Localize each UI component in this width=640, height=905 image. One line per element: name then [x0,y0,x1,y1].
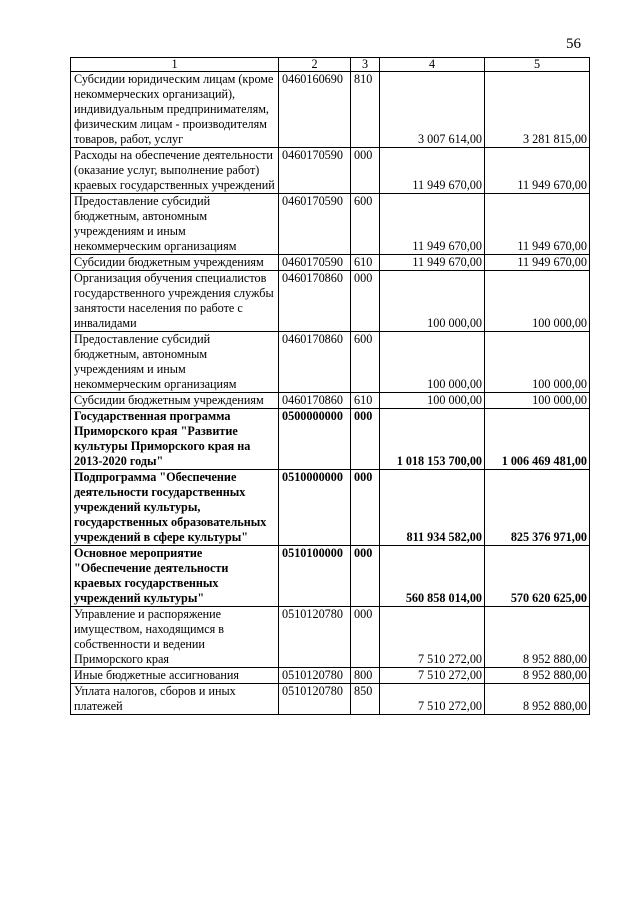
row-value-cell: 100 000,00 [485,271,590,332]
row-value-cell: 3 007 614,00 [380,72,485,148]
row-value-cell: 8 952 880,00 [485,607,590,668]
row-type-cell: 610 [351,393,380,409]
row-code-cell: 0460170860 [279,271,351,332]
row-name-cell: Субсидии бюджетным учреждениям [71,393,279,409]
row-value-cell: 8 952 880,00 [485,668,590,684]
table-row [71,271,590,332]
row-value-cell: 3 281 815,00 [485,72,590,148]
row-value-cell: 570 620 625,00 [485,546,590,607]
column-header: 1 [71,58,279,72]
row-name-cell: Организация обучения специалистов государственного учреждения службы занятости населения по работе с инвалидами [71,271,279,332]
row-type-cell: 800 [351,668,380,684]
table-row [71,148,590,194]
row-name-cell: Подпрограмма "Обеспечение деятельности государственных учреждений культуры, государственных образовательных учреждений в сфере культуры" [71,470,279,546]
header-row [71,58,590,72]
row-name-cell: Иные бюджетные ассигнования [71,668,279,684]
row-name-cell: Предоставление субсидий бюджетным, автономным учреждениям и иным некоммерческим организациям [71,332,279,393]
row-code-cell: 0460170590 [279,148,351,194]
row-code-cell: 0510000000 [279,470,351,546]
row-value-cell: 100 000,00 [380,271,485,332]
table-row [71,255,590,271]
table-row [71,470,590,546]
row-type-cell: 000 [351,470,380,546]
row-value-cell: 811 934 582,00 [380,470,485,546]
table-row [71,332,590,393]
page-number: 56 [566,36,581,52]
row-code-cell: 0460170590 [279,255,351,271]
row-value-cell: 1 018 153 700,00 [380,409,485,470]
row-name-cell: Уплата налогов, сборов и иных платежей [71,684,279,715]
row-value-cell: 100 000,00 [380,393,485,409]
row-type-cell: 600 [351,194,380,255]
table-row [71,546,590,607]
table-body [71,72,590,715]
row-type-cell: 000 [351,409,380,470]
column-header: 2 [279,58,351,72]
row-name-cell: Расходы на обеспечение деятельности (оказание услуг, выполнение работ) краевых государственных учреждений [71,148,279,194]
row-value-cell: 560 858 014,00 [380,546,485,607]
table-row [71,393,590,409]
row-value-cell: 11 949 670,00 [485,255,590,271]
row-code-cell: 0510120780 [279,668,351,684]
row-type-cell: 610 [351,255,380,271]
row-value-cell: 1 006 469 481,00 [485,409,590,470]
table-row [71,409,590,470]
row-value-cell: 11 949 670,00 [380,255,485,271]
row-name-cell: Предоставление субсидий бюджетным, автономным учреждениям и иным некоммерческим организациям [71,194,279,255]
row-value-cell: 100 000,00 [485,332,590,393]
row-code-cell: 0510120780 [279,607,351,668]
row-name-cell: Основное мероприятие "Обеспечение деятельности краевых государственных учреждений культуры" [71,546,279,607]
table-row [71,668,590,684]
row-code-cell: 0500000000 [279,409,351,470]
row-name-cell: Субсидии бюджетным учреждениям [71,255,279,271]
row-value-cell: 11 949 670,00 [380,148,485,194]
row-value-cell: 7 510 272,00 [380,668,485,684]
row-type-cell: 000 [351,607,380,668]
row-code-cell: 0460170590 [279,194,351,255]
budget-table [70,57,590,715]
row-code-cell: 0510100000 [279,546,351,607]
row-value-cell: 11 949 670,00 [485,148,590,194]
column-header: 4 [380,58,485,72]
column-header: 5 [485,58,590,72]
row-type-cell: 000 [351,148,380,194]
row-value-cell: 7 510 272,00 [380,684,485,715]
row-value-cell: 100 000,00 [380,332,485,393]
row-code-cell: 0460160690 [279,72,351,148]
row-code-cell: 0510120780 [279,684,351,715]
row-type-cell: 810 [351,72,380,148]
row-type-cell: 000 [351,271,380,332]
row-code-cell: 0460170860 [279,332,351,393]
table-row [71,607,590,668]
table-row [71,194,590,255]
row-name-cell: Государственная программа Приморского края "Развитие культуры Приморского края на 2013-2020 годы" [71,409,279,470]
table-row [71,684,590,715]
row-value-cell: 11 949 670,00 [380,194,485,255]
row-value-cell: 8 952 880,00 [485,684,590,715]
row-name-cell: Управление и распоряжение имуществом, находящимся в собственности и ведении Приморского края [71,607,279,668]
row-value-cell: 825 376 971,00 [485,470,590,546]
row-type-cell: 850 [351,684,380,715]
table-row [71,72,590,148]
row-type-cell: 000 [351,546,380,607]
row-name-cell: Субсидии юридическим лицам (кроме некоммерческих организаций), индивидуальным предпринимателям, физическим лицам - производителям товаров, работ, услуг [71,72,279,148]
column-header: 3 [351,58,380,72]
row-value-cell: 7 510 272,00 [380,607,485,668]
row-code-cell: 0460170860 [279,393,351,409]
row-value-cell: 100 000,00 [485,393,590,409]
row-type-cell: 600 [351,332,380,393]
row-value-cell: 11 949 670,00 [485,194,590,255]
